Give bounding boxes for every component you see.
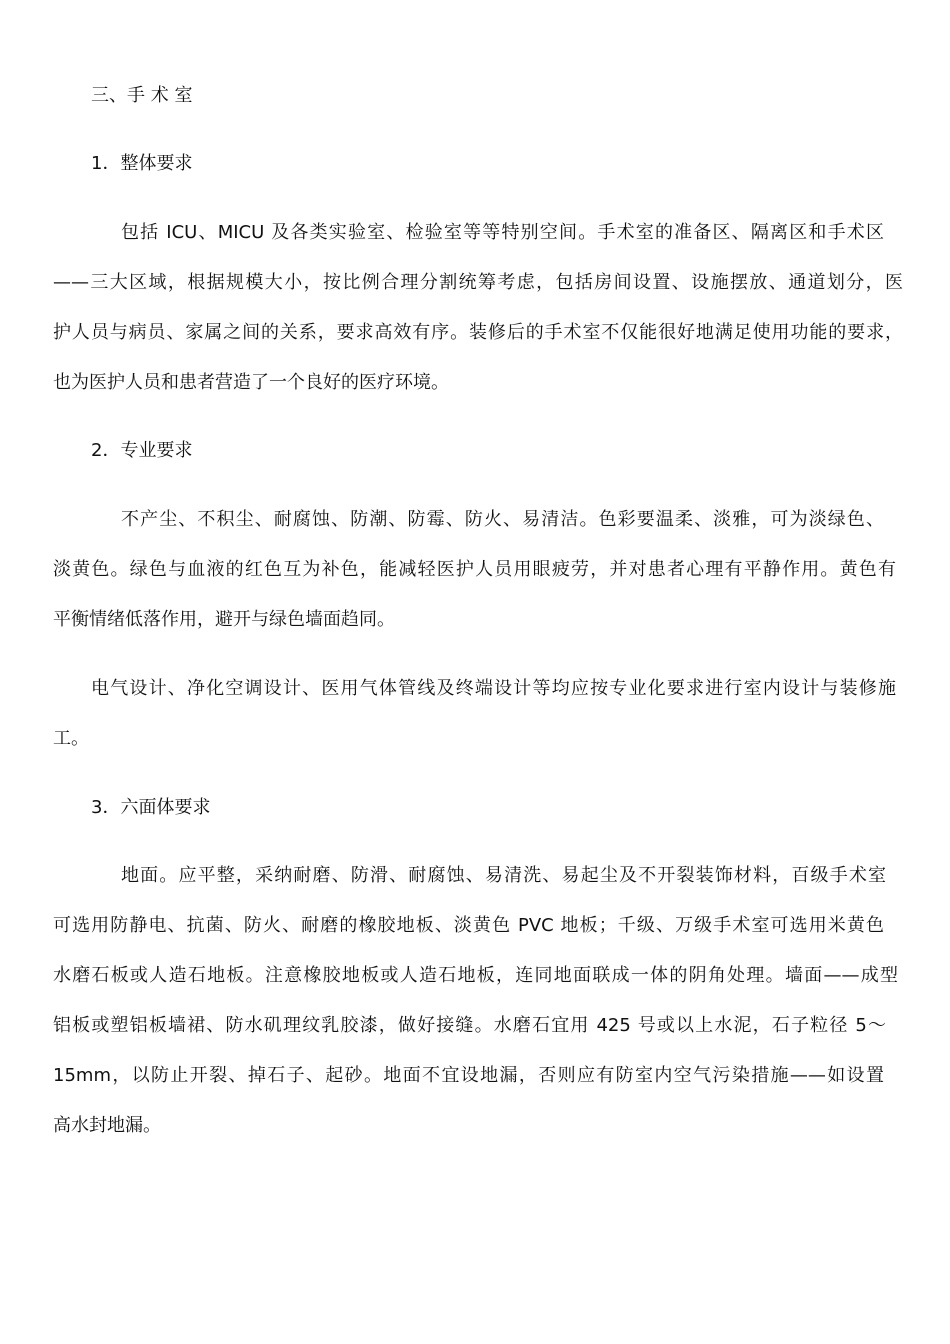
paragraph-line: 可选用防静电、抗菌、防火、耐磨的橡胶地板、淡黄色 PVC 地板；千级、万级手术室可选用米黄色 [53,915,884,936]
paragraph-line: 不产尘、不积尘、耐腐蚀、防潮、防霉、防火、易清洁。色彩要温柔、淡雅，可为淡绿色、 [121,509,884,530]
paragraph-line: 15mm，以防止开裂、掉石子、起砂。地面不宜设地漏，否则应有防室内空气污染措施——如设置 [53,1065,884,1086]
paragraph-line: 工。 [53,728,89,749]
paragraph-line: 水磨石板或人造石地板。注意橡胶地板或人造石地板，连同地面联成一体的阴角处理。墙面——成型 [53,965,898,986]
paragraph-line: ——三大区域，根据规模大小，按比例合理分割统筹考虑，包括房间设置、设施摆放、通道划分，医 [53,272,903,293]
heading-hexahedron-requirements: 3．六面体要求 [91,797,211,818]
paragraph-line: 高水封地漏。 [53,1115,161,1136]
heading-professional-requirements: 2．专业要求 [91,440,193,461]
paragraph-line: 地面。应平整，采纳耐磨、防滑、耐腐蚀、易清洗、易起尘及不开裂装饰材料，百级手术室 [121,865,886,886]
paragraph-line: 护人员与病员、家属之间的关系，要求高效有序。装修后的手术室不仅能很好地满足使用功能的要求， [53,322,903,343]
paragraph-line: 平衡情绪低落作用，避开与绿色墙面趋同。 [53,609,395,630]
paragraph-line: 电气设计、净化空调设计、医用气体管线及终端设计等均应按专业化要求进行室内设计与装修施 [91,678,896,699]
paragraph-line: 铝板或塑铝板墙裙、防水矶理纹乳胶漆，做好接缝。水磨石宜用 425 号或以上水泥，石子粒径 5～ [53,1015,886,1036]
section-title: 三、手 术 室 [91,85,193,106]
paragraph-line: 淡黄色。绿色与血液的红色互为补色，能减轻医护人员用眼疲劳，并对患者心理有平静作用。黄色有 [53,559,896,580]
paragraph-line: 包括 ICU、MICU 及各类实验室、检验室等等特别空间。手术室的准备区、隔离区和手术区 [121,222,884,243]
paragraph-line: 也为医护人员和患者营造了一个良好的医疗环境。 [53,372,449,393]
heading-overall-requirements: 1．整体要求 [91,153,193,174]
